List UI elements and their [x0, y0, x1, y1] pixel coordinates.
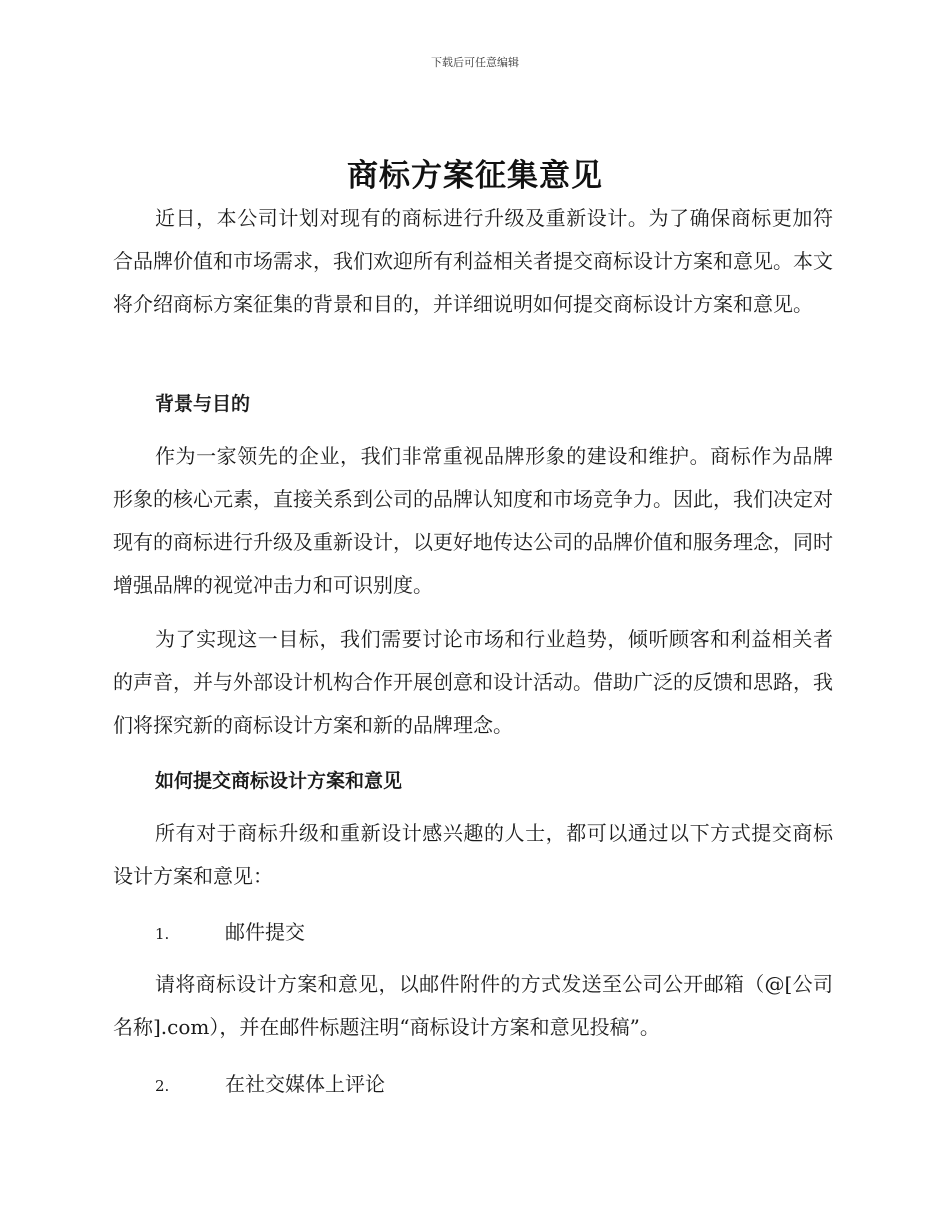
- list-label: 在社交媒体上评论: [225, 1072, 385, 1096]
- goal-paragraph: 为了实现这一目标，我们需要讨论市场和行业趋势，倾听顾客和利益相关者的声音，并与外部设计机构合作开展创意和设计活动。借助广泛的反馈和思路，我们将探究新的商标设计方案和新的品牌理念。: [113, 627, 833, 737]
- section-heading-background: 背景与目的: [155, 393, 251, 415]
- list-number: 1.: [155, 925, 170, 943]
- list-number: 2.: [155, 1077, 170, 1095]
- submission-intro-paragraph: 所有对于商标升级和重新设计感兴趣的人士，都可以通过以下方式提交商标设计方案和意见：: [113, 821, 833, 888]
- page-title: 商标方案征集意见: [347, 158, 603, 194]
- list-item-email: [155, 916, 305, 945]
- section-heading-how: 如何提交商标设计方案和意见: [155, 770, 403, 792]
- list-item-social-media: [155, 1068, 385, 1097]
- intro-paragraph: 近日，本公司计划对现有的商标进行升级及重新设计。为了确保商标更加符合品牌价值和市场需求，我们欢迎所有利益相关者提交商标设计方案和意见。本文将介绍商标方案征集的背景和目的，并详细说明如何提交商标设计方案和意见。: [113, 206, 833, 316]
- background-paragraph: 作为一家领先的企业，我们非常重视品牌形象的建设和维护。商标作为品牌形象的核心元素，直接关系到公司的品牌认知度和市场竞争力。因此，我们决定对现有的商标进行升级及重新设计，以更好地传达公司的品牌价值和服务理念，同时增强品牌的视觉冲击力和可识别度。: [113, 444, 833, 597]
- list-label: 邮件提交: [225, 920, 305, 944]
- email-instructions-paragraph: 请将商标设计方案和意见，以邮件附件的方式发送至公司公开邮箱（@[公司名称].com），并在邮件标题注明“商标设计方案和意见投稿”。: [113, 972, 833, 1039]
- header-note: 下载后可任意编辑: [431, 56, 519, 69]
